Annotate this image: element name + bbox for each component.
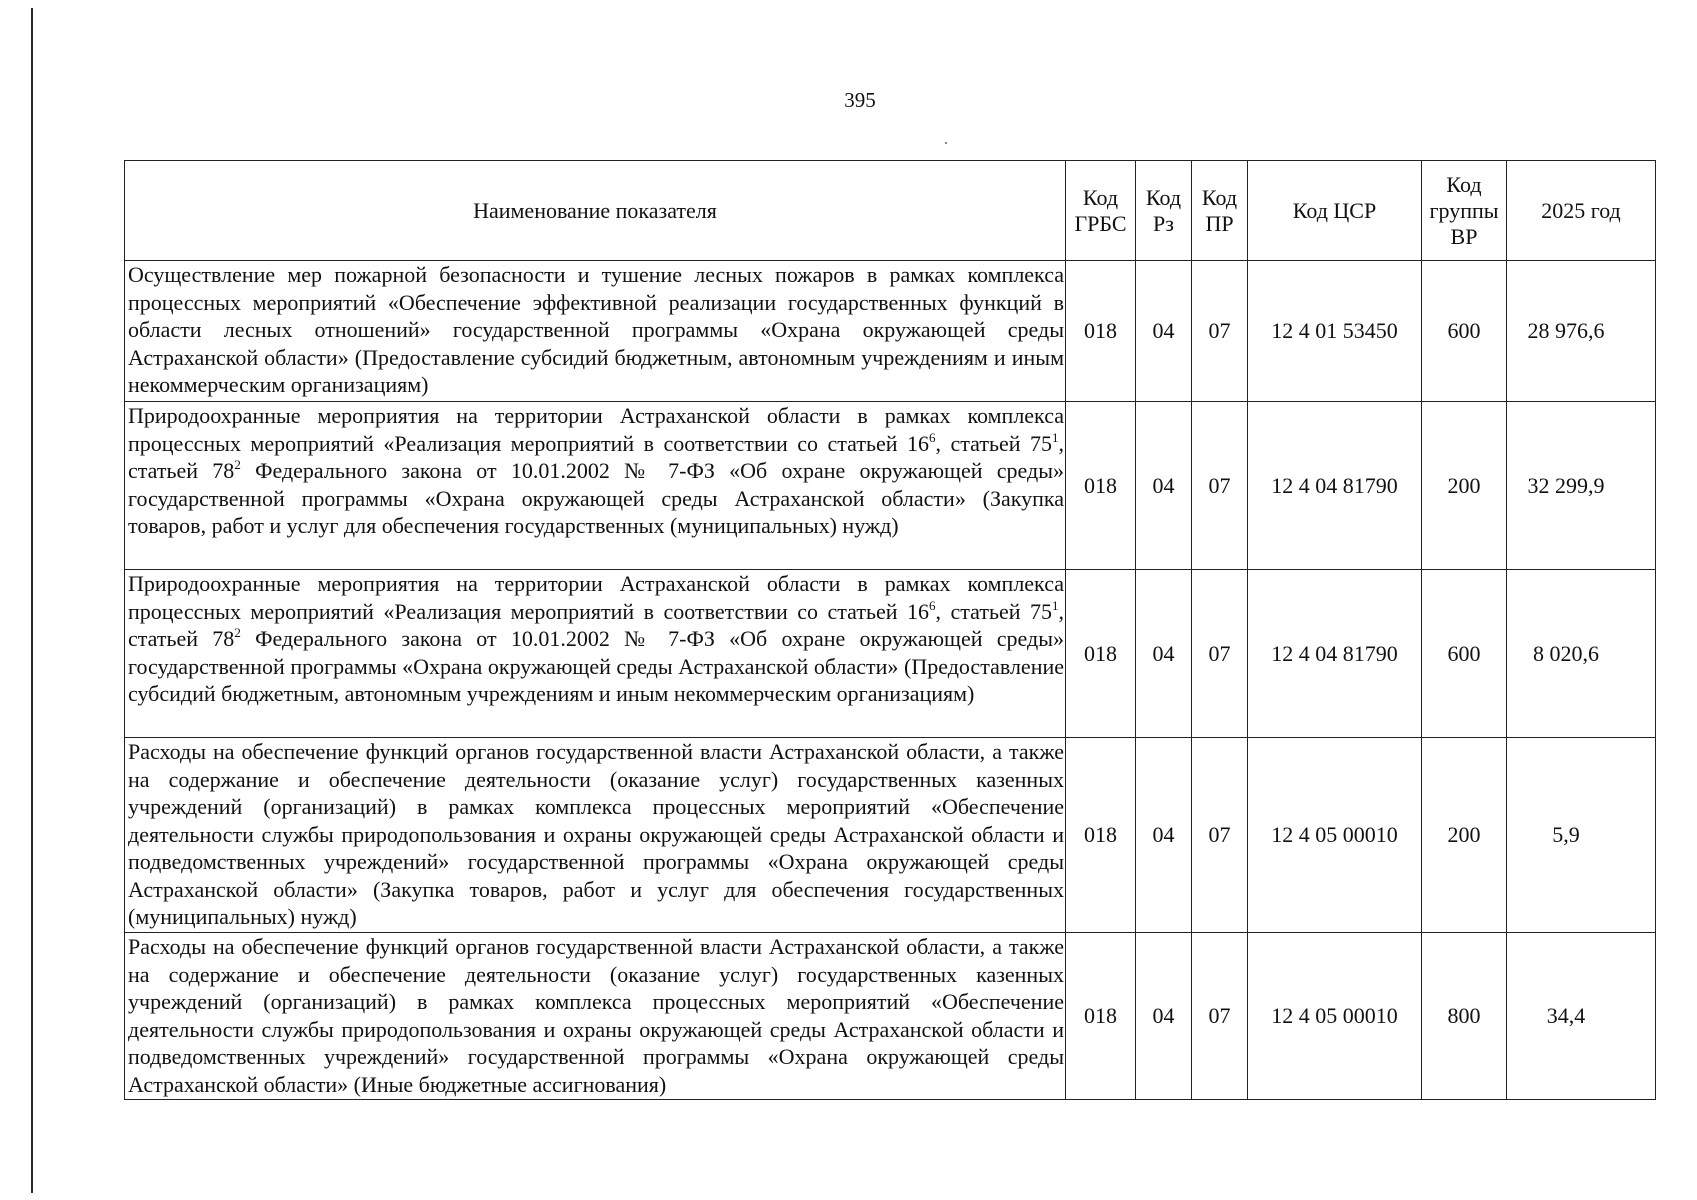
header-vr: Код группы ВР xyxy=(1422,161,1507,261)
row-name: Осуществление мер пожарной безопасности и тушение лесных пожаров в рамках комплекса процессных мероприятий «Обеспечение эффективной реализации государственных функций в области лесных отношений» государственной программы «Охрана окружающей среды Астраханской области» (Предоставление субсидий бюджетным, автономным учреждениям и иным некоммерческим организациям) xyxy=(125,261,1066,402)
header-year: 2025 год xyxy=(1507,161,1656,261)
row-grbs: 018 xyxy=(1066,402,1136,570)
table-row xyxy=(125,933,1656,1100)
scan-margin-line xyxy=(31,8,33,1193)
row-amount: 28 976,6 xyxy=(1507,261,1656,402)
row-amount: 8 020,6 xyxy=(1507,570,1656,738)
budget-table xyxy=(124,160,1656,1100)
table-header-row xyxy=(125,161,1656,261)
row-rz: 04 xyxy=(1136,738,1192,933)
row-pr: 07 xyxy=(1192,933,1248,1100)
row-amount: 32 299,9 xyxy=(1507,402,1656,570)
row-pr: 07 xyxy=(1192,261,1248,402)
row-csr: 12 4 04 81790 xyxy=(1248,402,1422,570)
row-name: Расходы на обеспечение функций органов государственной власти Астраханской области, а также на содержание и обеспечение деятельности (оказание услуг) государственных казенных учреждений (организаций) в рамках комплекса процессных мероприятий «Обеспечение деятельности службы природопользования и охраны окружающей среды Астраханской области и подведомственных учреждений» государственной программы «Охрана окружающей среды Астраханской области» (Иные бюджетные ассигнования) xyxy=(125,933,1066,1100)
table-row xyxy=(125,570,1656,738)
row-rz: 04 xyxy=(1136,570,1192,738)
row-csr: 12 4 05 00010 xyxy=(1248,933,1422,1100)
row-amount: 34,4 xyxy=(1507,933,1656,1100)
row-grbs: 018 xyxy=(1066,261,1136,402)
row-rz: 04 xyxy=(1136,933,1192,1100)
row-csr: 12 4 01 53450 xyxy=(1248,261,1422,402)
row-vr: 600 xyxy=(1422,261,1507,402)
row-pr: 07 xyxy=(1192,570,1248,738)
row-grbs: 018 xyxy=(1066,933,1136,1100)
table-row xyxy=(125,261,1656,402)
row-vr: 800 xyxy=(1422,933,1507,1100)
page-number: 395 xyxy=(844,88,876,112)
header-csr: Код ЦСР xyxy=(1248,161,1422,261)
row-rz: 04 xyxy=(1136,261,1192,402)
header-name: Наименование показателя xyxy=(125,161,1066,261)
row-pr: 07 xyxy=(1192,402,1248,570)
row-rz: 04 xyxy=(1136,402,1192,570)
row-amount: 5,9 xyxy=(1507,738,1656,933)
row-name: Природоохранные мероприятия на территории Астраханской области в рамках комплекса процессных мероприятий «Реализация мероприятий в соответствии со статьей $16^6$, статьей $75^1$, статьей $78^2$ Федерального закона от 10.01.2002 № 7-ФЗ «Об охране окружающей среды» государственной программы «Охрана окружающей среды Астраханской области» (Предоставление субсидий бюджетным, автономным учреждениям и иным некоммерческим организациям) xyxy=(125,570,1066,738)
table-row xyxy=(125,402,1656,570)
row-vr: 200 xyxy=(1422,738,1507,933)
row-pr: 07 xyxy=(1192,738,1248,933)
header-rz: Код Рз xyxy=(1136,161,1192,261)
header-grbs: Код ГРБС xyxy=(1066,161,1136,261)
row-vr: 200 xyxy=(1422,402,1507,570)
table-row xyxy=(125,738,1656,933)
row-vr: 600 xyxy=(1422,570,1507,738)
row-csr: 12 4 04 81790 xyxy=(1248,570,1422,738)
row-name: Природоохранные мероприятия на территории Астраханской области в рамках комплекса процессных мероприятий «Реализация мероприятий в соответствии со статьей $16^6$, статьей $75^1$, статьей $78^2$ Федерального закона от 10.01.2002 № 7-ФЗ «Об охране окружающей среды» государственной программы «Охрана окружающей среды Астраханской области» (Закупка товаров, работ и услуг для обеспечения государственных (муниципальных) нужд) xyxy=(125,402,1066,570)
header-pr: Код ПР xyxy=(1192,161,1248,261)
row-grbs: 018 xyxy=(1066,738,1136,933)
row-csr: 12 4 05 00010 xyxy=(1248,738,1422,933)
row-grbs: 018 xyxy=(1066,570,1136,738)
row-name: Расходы на обеспечение функций органов государственной власти Астраханской области, а также на содержание и обеспечение деятельности (оказание услуг) государственных казенных учреждений (организаций) в рамках комплекса процессных мероприятий «Обеспечение деятельности службы природопользования и охраны окружающей среды Астраханской области и подведомственных учреждений» государственной программы «Охрана окружающей среды Астраханской области» (Закупка товаров, работ и услуг для обеспечения государственных (муниципальных) нужд) xyxy=(125,738,1066,933)
scan-speck xyxy=(945,142,947,144)
